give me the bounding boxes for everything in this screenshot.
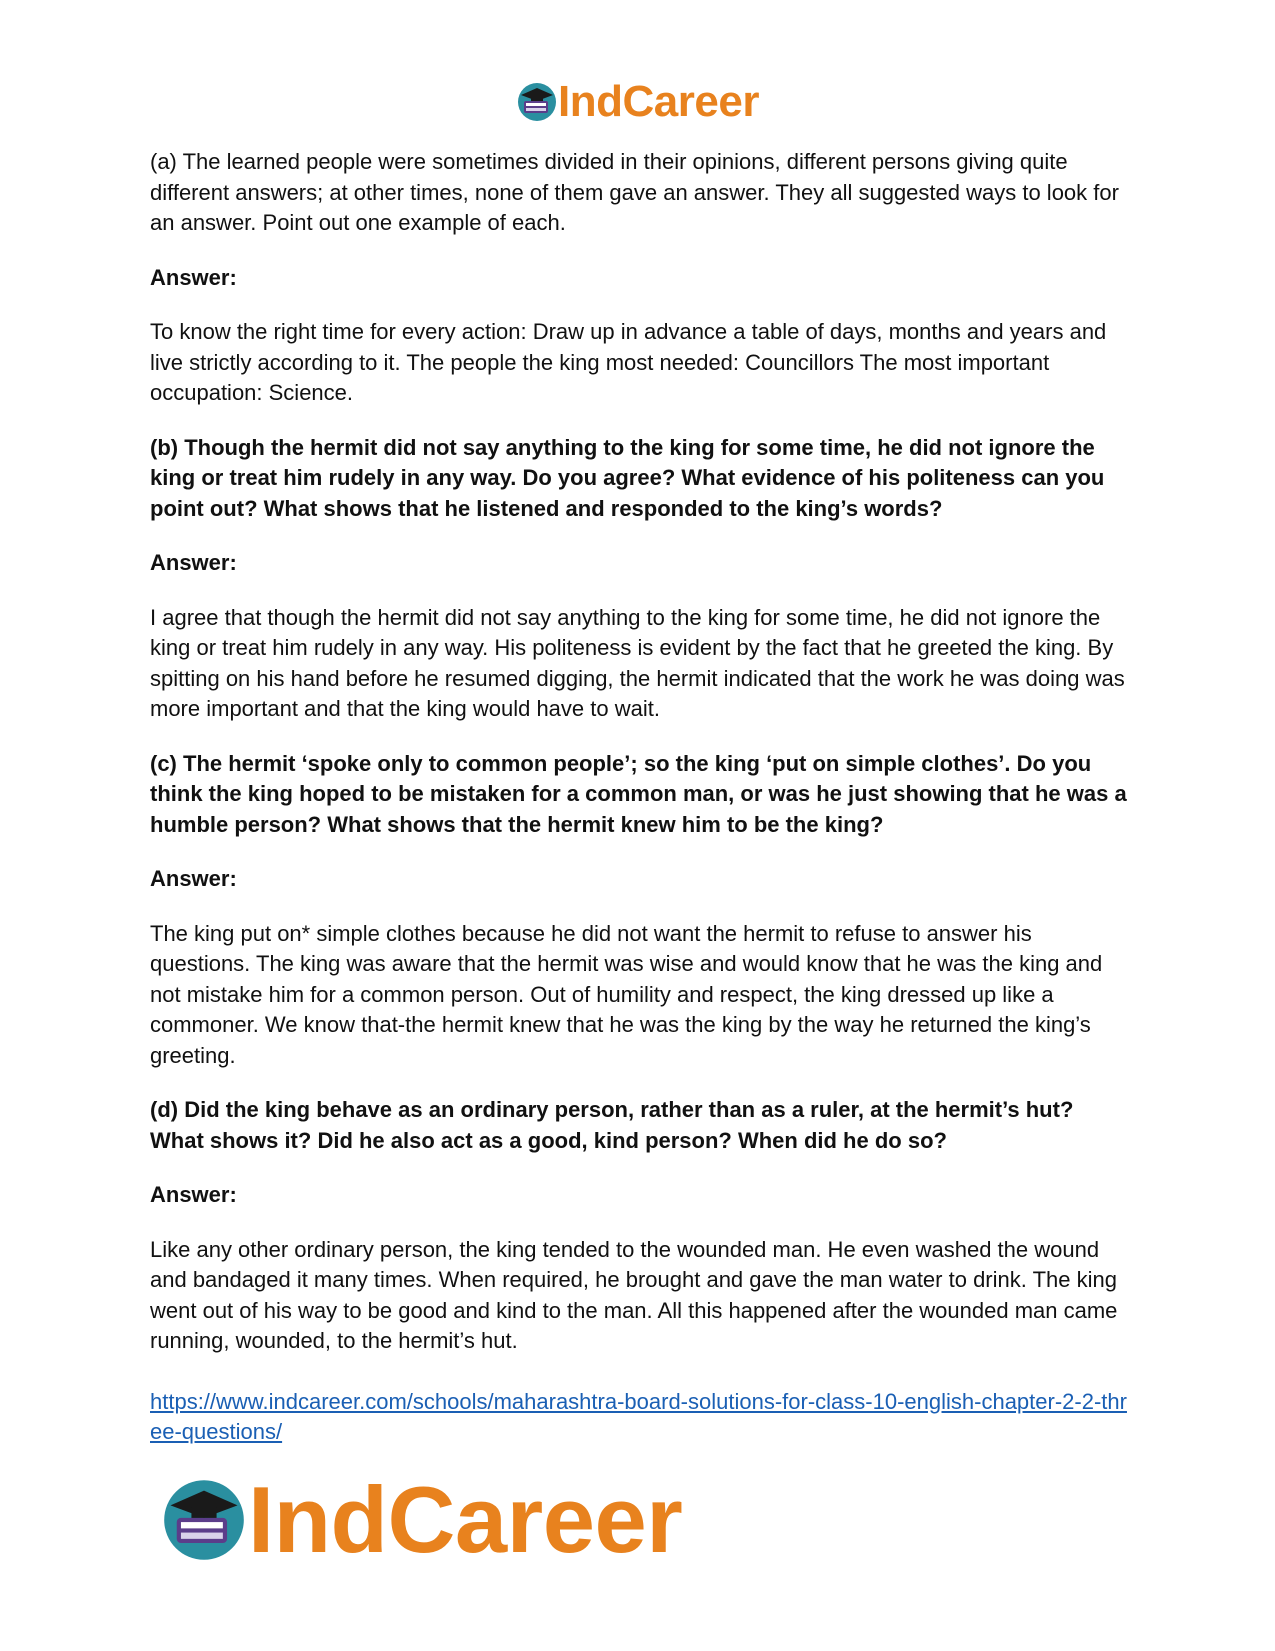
footer-logo: [160, 1467, 683, 1572]
source-link[interactable]: https://www.indcareer.com/schools/maharashtra-board-solutions-for-class-10-english-chapter-2-2-three-questions/: [150, 1388, 1127, 1444]
answer-label: Answer:: [150, 866, 237, 891]
header-logo: [0, 78, 1275, 126]
answer-label: Answer:: [150, 264, 237, 290]
answer-label: Answer:: [150, 1182, 237, 1207]
answer-a: To know the right time for every action: Draw up in advance a table of days, months and years and live strictly according to it. The people the king most needed: Councillors The most important occupation: Science.: [150, 319, 1107, 405]
question-a: (a) The learned people were sometimes divided in their opinions, different persons giving quite different answers; at other times, none of them gave an answer. They all suggested ways to look for an answer. Point out one example of each.: [150, 149, 1119, 235]
logo-text: IndCareer: [558, 77, 759, 126]
logo-text: IndCareer: [248, 1467, 683, 1572]
answer-b: I agree that though the hermit did not say anything to the king for some time, he did not ignore the king or treat him rudely in any way. His politeness is evident by the fact that he greeted the king. By spitting on his hand before he resumed digging, the hermit indicated that the work he was doing was more important and that the king would have to wait.: [150, 604, 1125, 721]
graduation-book-icon: [160, 1476, 248, 1564]
answer-label: Answer:: [150, 550, 237, 575]
answer-c: The king put on* simple clothes because he did not want the hermit to refuse to answer his questions. The king was aware that the hermit was wise and would know that he was the king and not mistake him for a common person. Out of humility and respect, the king dressed up like a commoner. We know that-the hermit knew that he was the king by the way he returned the king’s greeting.: [150, 920, 1103, 1068]
indcareer-logo: [516, 78, 759, 126]
question-c: (c) The hermit ‘spoke only to common people’; so the king ‘put on simple clothes’. Do you think the king hoped to be mistaken for a common man, or was he just showing that he was a humble person? What shows that the hermit knew him to be the king?: [150, 750, 1127, 837]
question-b: (b) Though the hermit did not say anything to the king for some time, he did not ignore the king or treat him rudely in any way. Do you agree? What evidence of his politeness can you point out? What shows that he listened and responded to the king’s words?: [150, 434, 1105, 521]
answer-d: Like any other ordinary person, the king tended to the wounded man. He even washed the wound and bandaged it many times. When required, he brought and gave the man water to drink. The king went out of his way to be good and kind to the man. All this happened after the wounded man came running, wounded, to the hermit’s hut.: [150, 1236, 1118, 1353]
document-body: [150, 147, 1130, 1448]
graduation-book-icon: [516, 81, 558, 123]
question-d: (d) Did the king behave as an ordinary person, rather than as a ruler, at the hermit’s hut? What shows it? Did he also act as a good, kind person? When did he do so?: [150, 1097, 1074, 1153]
